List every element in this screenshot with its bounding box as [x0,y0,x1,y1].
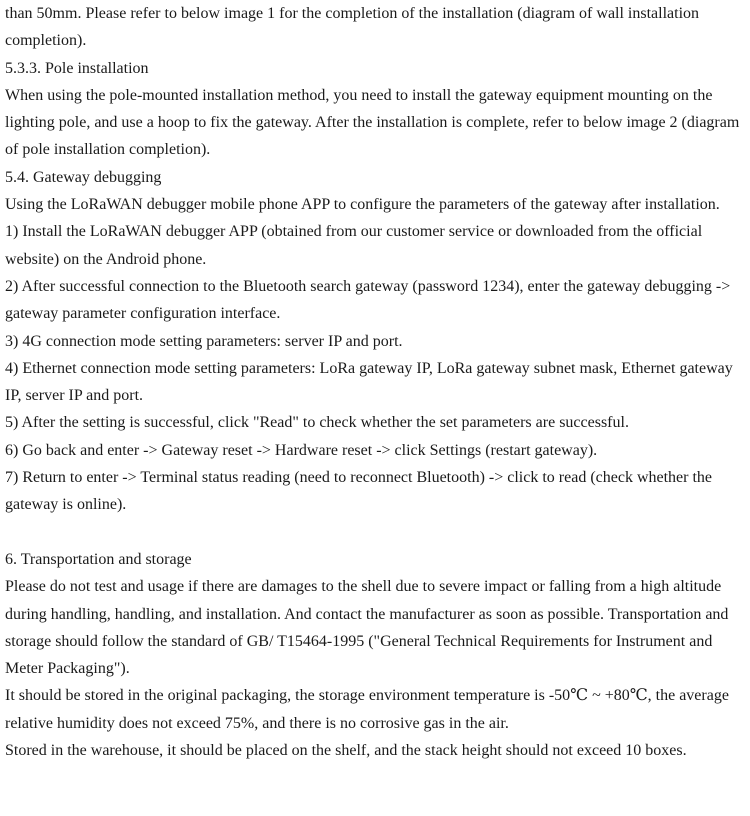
section-6-paragraph-1: Please do not test and usage if there are damages to the shell due to severe impact or falling from a high altitude during handling, handling, and installation. And contact the manufacturer as soon as possible. Transportation and storage should follow the standard of GB/ T15464-1995 ("General Technical Requirements for Instrument and Meter Packaging"). [5,578,729,678]
intro-tail-paragraph: than 50mm. Please refer to below image 1 for the completion of the installation (diagram of wall installation completion). [5,5,700,50]
step-6: 6) Go back and enter -> Gateway reset -> Hardware reset -> click Settings (restart gateway). [5,441,598,459]
step-1: 1) Install the LoRaWAN debugger APP (obtained from our customer service or downloaded from the official website) on the Android phone. [5,223,703,268]
section-54-heading: 5.4. Gateway debugging [5,168,162,186]
section-533-heading: 5.3.3. Pole installation [5,59,149,77]
document-page [5,0,745,764]
step-4: 4) Ethernet connection mode setting parameters: LoRa gateway IP, LoRa gateway subnet mask, Ethernet gateway IP, server IP and port. [5,359,733,405]
step-5: 5) After the setting is successful, click "Read" to check whether the set parameters are successful. [5,414,629,432]
section-6-heading: 6. Transportation and storage [5,550,192,568]
step-2: 2) After successful connection to the Bluetooth search gateway (password 1234), enter the gateway debugging -> gateway parameter configuration interface. [5,277,731,323]
step-3: 3) 4G connection mode setting parameters: server IP and port. [5,332,403,350]
section-533-body: When using the pole-mounted installation method, you need to install the gateway equipment mounting on the lighting pole, and use a hoop to fix the gateway. After the installation is complete, refer to below image 2 (diagram of pole installation completion). [5,86,740,159]
blank-line [5,519,745,546]
section-6-paragraph-2: It should be stored in the original packaging, the storage environment temperature is -50℃ ~ +80℃, the average relative humidity does not exceed 75%, and there is no corrosive gas in the air. [5,687,729,732]
section-6-paragraph-3: Stored in the warehouse, it should be placed on the shelf, and the stack height should not exceed 10 boxes. [5,742,687,760]
section-54-body: Using the LoRaWAN debugger mobile phone APP to configure the parameters of the gateway after installation. [5,196,720,214]
step-7: 7) Return to enter -> Terminal status reading (need to reconnect Bluetooth) -> click to read (check whether the gateway is online). [5,469,713,514]
